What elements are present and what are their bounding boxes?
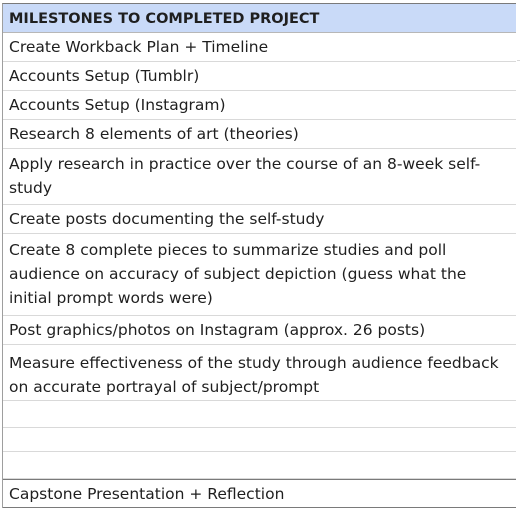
milestone-text: Post graphics/photos on Instagram (approx. 26 posts) bbox=[9, 321, 426, 339]
right-edge bbox=[516, 0, 520, 512]
milestone-cell-4[interactable] bbox=[3, 120, 517, 149]
milestones-table bbox=[2, 3, 518, 508]
milestone-cell-9[interactable] bbox=[3, 345, 517, 401]
footer-text: Capstone Presentation + Reflection bbox=[9, 484, 285, 503]
milestone-cell-3[interactable] bbox=[3, 91, 517, 120]
milestone-text: Research 8 elements of art (theories) bbox=[9, 125, 299, 143]
footer-cell[interactable] bbox=[3, 479, 517, 508]
milestone-text: Create 8 complete pieces to summarize studies and poll audience on accuracy of subject depiction (guess what the initial prompt words were) bbox=[9, 241, 467, 307]
milestone-text: Create Workback Plan + Timeline bbox=[9, 38, 269, 56]
milestone-text: Accounts Setup (Tumblr) bbox=[9, 67, 200, 85]
table-header-cell[interactable] bbox=[3, 4, 517, 33]
milestone-cell-6[interactable] bbox=[3, 205, 517, 234]
empty-cell[interactable] bbox=[3, 428, 517, 452]
milestone-text: Create posts documenting the self-study bbox=[9, 210, 325, 228]
empty-cell[interactable] bbox=[3, 401, 517, 428]
milestone-cell-8[interactable] bbox=[3, 316, 517, 345]
milestone-cell-1[interactable] bbox=[3, 33, 517, 62]
empty-cell[interactable] bbox=[3, 452, 517, 479]
milestone-cell-7[interactable] bbox=[3, 234, 517, 316]
milestone-text: Apply research in practice over the course of an 8-week self-study bbox=[9, 155, 481, 197]
milestone-text: Measure effectiveness of the study through audience feedback on accurate portrayal of subject/prompt bbox=[9, 354, 499, 396]
milestone-cell-5[interactable] bbox=[3, 149, 517, 205]
milestone-text: Accounts Setup (Instagram) bbox=[9, 96, 226, 114]
milestone-cell-2[interactable] bbox=[3, 62, 517, 91]
header-label: MILESTONES TO COMPLETED PROJECT bbox=[9, 10, 320, 27]
